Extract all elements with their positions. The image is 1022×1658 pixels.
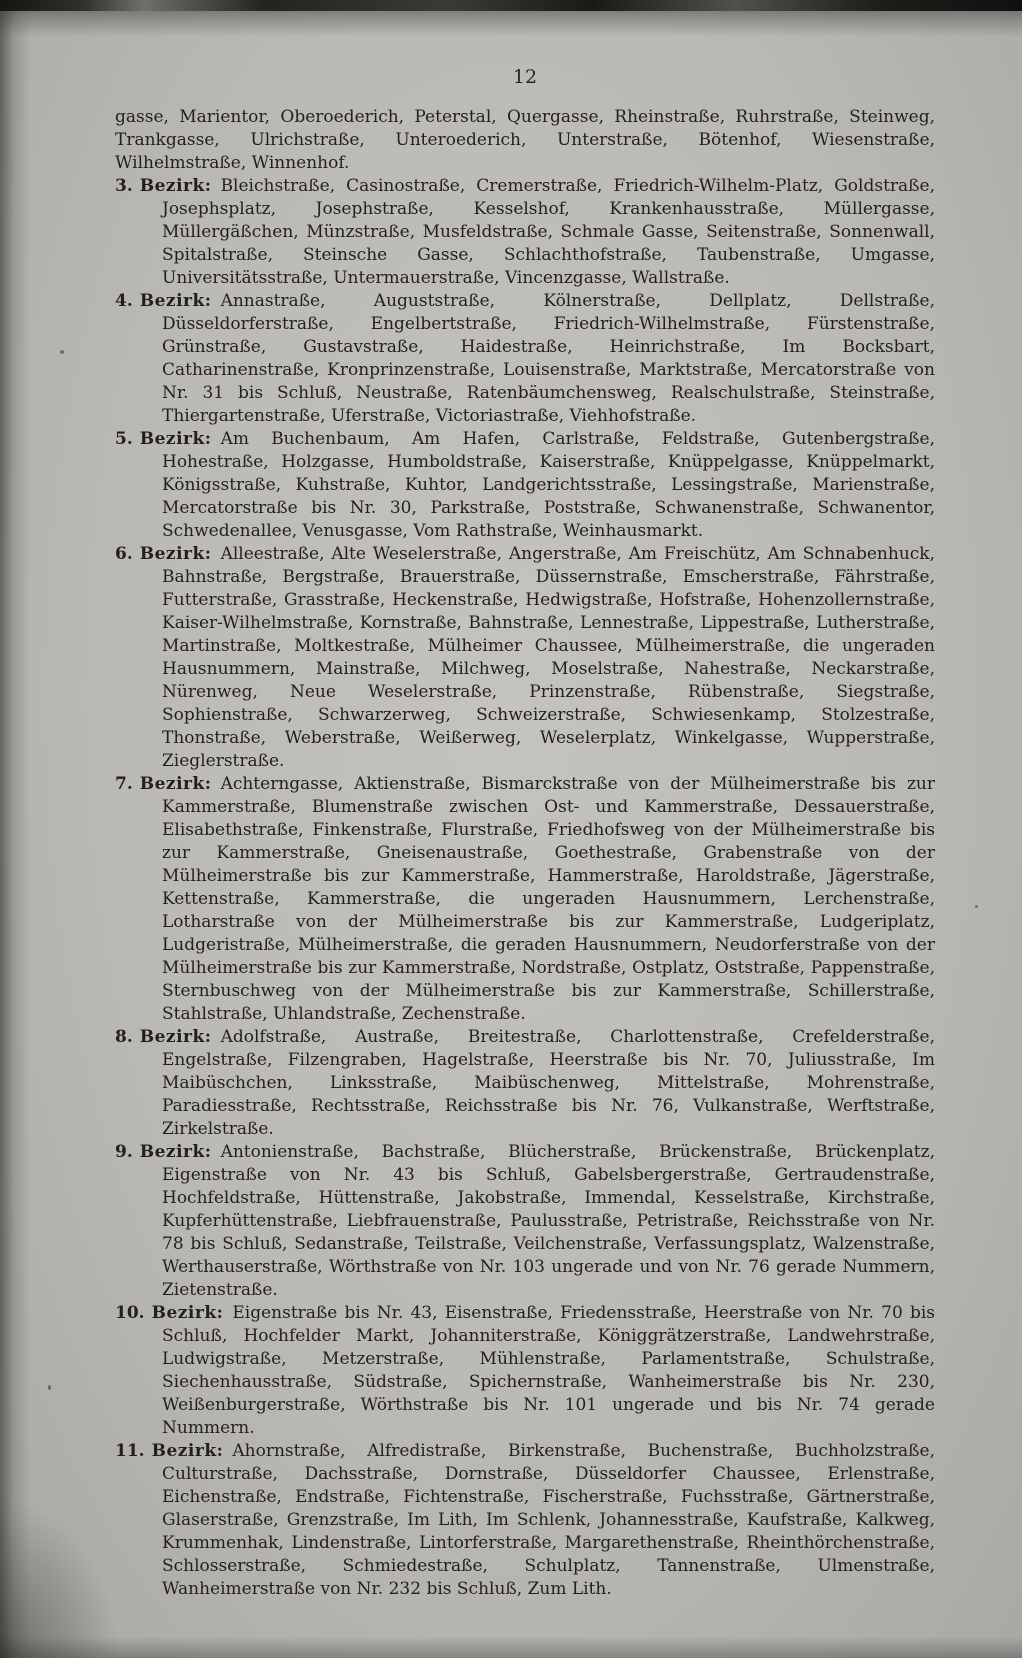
district-entry-6	[115, 543, 935, 773]
page-number: 12	[512, 66, 538, 88]
district-label: Bezirk:	[139, 1142, 212, 1162]
district-entry-9	[115, 1141, 935, 1302]
scan-artifact-corner-shade	[0, 1498, 120, 1658]
district-number: 8.	[115, 1027, 133, 1047]
scan-artifact-top-edge	[0, 0, 1022, 11]
district-streets: Antonienstraße, Bachstraße, Blücherstraße, Brückenstraße, Brückenplatz, Eigenstraße von Nr. 43 bis Schluß, Gabelsbergerstraße, Gertraudenstraße, Hochfeldstraße, Hüttenstraße, Jakobstraße, Immendal, Kesselstraße, Kirchstraße, Kupferhüttenstraße, Liebfrauenstraße, Paulusstraße, Petristraße, Reichsstraße von Nr. 78 bis Schluß, Sedanstraße, Teilstraße, Veilchenstraße, Verfassungsplatz, Walzenstraße, Werthauserstraße, Wörthstraße von Nr. 103 ungerade und von Nr. 76 gerade Nummern, Zietenstraße.	[162, 1142, 935, 1300]
district-streets: Achterngasse, Aktienstraße, Bismarckstraße von der Mülheimerstraße bis zur Kammerstraße, Blumenstraße zwischen Ost- und Kammerstraße, Dessauerstraße, Elisabethstraße, Finkenstraße, Flurstraße, Friedhofsweg von der Mülheimerstraße bis zur Kammerstraße, Gneisenaustraße, Goethestraße, Grabenstraße von der Mülheimerstraße bis zur Kammerstraße, Hammerstraße, Haroldstraße, Jägerstraße, Kettenstraße, Kammerstraße, die ungeraden Hausnummern, Lerchenstraße, Lotharstraße von der Mülheimerstraße bis zur Kammerstraße, Ludgeriplatz, Ludgeristraße, Mülheimerstraße, die geraden Hausnummern, Neudorferstraße von der Mülheimerstraße bis zur Kammerstraße, Nordstraße, Ostplatz, Oststraße, Pappenstraße, Sternbuschweg von der Mülheimerstraße bis zur Kammerstraße, Schillerstraße, Stahlstraße, Uhlandstraße, Zechenstraße.	[162, 774, 935, 1024]
district-entry-5	[115, 428, 935, 543]
scan-speck	[60, 350, 64, 354]
district-label: Bezirk:	[151, 1441, 224, 1461]
district-streets: Alleestraße, Alte Weselerstraße, Angerstraße, Am Freischütz, Am Schnabenhuck, Bahnstraße, Bergstraße, Brauerstraße, Düssernstraße, Emscherstraße, Fährstraße, Futterstraße, Grasstraße, Heckenstraße, Hedwigstraße, Hofstraße, Hohenzollernstraße, Kaiser-Wilhelmstraße, Kornstraße, Bahnstraße, Lennestraße, Lippestraße, Lutherstraße, Martinstraße, Moltkestraße, Mülheimer Chaussee, Mülheimerstraße, die ungeraden Hausnummern, Mainstraße, Milchweg, Moselstraße, Nahestraße, Neckarstraße, Nürenweg, Neue Weselerstraße, Prinzenstraße, Rübenstraße, Siegstraße, Sophienstraße, Schwarzerweg, Schweizerstraße, Schwiesenkamp, Stolzestraße, Thonstraße, Weberstraße, Weißerweg, Weselerplatz, Winkelgasse, Wupperstraße, Zieglerstraße.	[162, 544, 935, 771]
scan-artifact-bottom-edge	[0, 1636, 1022, 1658]
district-streets: Ahornstraße, Alfredistraße, Birkenstraße, Buchenstraße, Buchholzstraße, Culturstraße, Dachsstraße, Dornstraße, Düsseldorfer Chaussee, Erlenstraße, Eichenstraße, Endstraße, Fichtenstraße, Fischerstraße, Fuchsstraße, Gärtnerstraße, Glaserstraße, Grenzstraße, Im Lith, Im Schlenk, Johannesstraße, Kaufstraße, Kalkweg, Krummenhak, Lindenstraße, Lintorferstraße, Margarethenstraße, Rheinthörchenstraße, Schlosserstraße, Schmiedestraße, Schulplatz, Tannenstraße, Ulmenstraße, Wanheimerstraße von Nr. 232 bis Schluß, Zum Lith.	[162, 1441, 935, 1599]
district-entry-7	[115, 773, 935, 1026]
district-number: 3.	[115, 176, 133, 196]
scan-artifact-top-shadow	[0, 11, 1022, 37]
district-number: 5.	[115, 429, 133, 449]
district-entry-3	[115, 175, 935, 290]
district-label: Bezirk:	[139, 1027, 212, 1047]
scan-speck	[48, 1385, 51, 1390]
district-label: Bezirk:	[151, 1303, 224, 1323]
district-entry-4	[115, 290, 935, 428]
district-number: 6.	[115, 544, 133, 564]
district-label: Bezirk:	[139, 429, 212, 449]
district-label: Bezirk:	[139, 774, 212, 794]
district-label: Bezirk:	[139, 291, 212, 311]
district-number: 10.	[115, 1303, 145, 1323]
text-block	[115, 106, 935, 1601]
district-number: 4.	[115, 291, 133, 311]
district-streets: Eigenstraße bis Nr. 43, Eisenstraße, Friedensstraße, Heerstraße von Nr. 70 bis Schluß, Hochfelder Markt, Johanniterstraße, Königgrätzerstraße, Landwehrstraße, Ludwigstraße, Metzerstraße, Mühlenstraße, Parlamentstraße, Schulstraße, Siechenhausstraße, Südstraße, Spichernstraße, Wanheimerstraße bis Nr. 230, Weißenburgerstraße, Wörthstraße bis Nr. 101 ungerade und bis Nr. 74 gerade Nummern.	[162, 1303, 935, 1438]
district-streets: Bleichstraße, Casinostraße, Cremerstraße, Friedrich-Wilhelm-Platz, Goldstraße, Josephsplatz, Josephstraße, Kesselshof, Krankenhausstraße, Müllergasse, Müllergäßchen, Münzstraße, Musfeldstraße, Schmale Gasse, Seitenstraße, Sonnenwall, Spitalstraße, Steinsche Gasse, Schlachthofstraße, Taubenstraße, Umgasse, Universitätsstraße, Untermauerstraße, Vincenzgasse, Wallstraße.	[162, 176, 935, 288]
district-number: 9.	[115, 1142, 133, 1162]
district-streets: Adolfstraße, Austraße, Breitestraße, Charlottenstraße, Crefelderstraße, Engelstraße, Filzengraben, Hagelstraße, Heerstraße bis Nr. 70, Juliusstraße, Im Maibüschchen, Linksstraße, Maibüschenweg, Mittelstraße, Mohrenstraße, Paradiesstraße, Rechtsstraße, Reichsstraße bis Nr. 76, Vulkanstraße, Werftstraße, Zirkelstraße.	[162, 1027, 935, 1139]
district-entry-10	[115, 1302, 935, 1440]
scan-speck	[975, 905, 978, 908]
district-streets: Annastraße, Auguststraße, Kölnerstraße, Dellplatz, Dellstraße, Düsseldorferstraße, Engelbertstraße, Friedrich-Wilhelmstraße, Fürstenstraße, Grünstraße, Gustavstraße, Haidestraße, Heinrichstraße, Im Bocksbart, Catharinenstraße, Kronprinzenstraße, Louisenstraße, Marktstraße, Mercatorstraße von Nr. 31 bis Schluß, Neustraße, Ratenbäumchensweg, Realschulstraße, Steinstraße, Thiergartenstraße, Uferstraße, Victoriastraße, Viehhofstraße.	[162, 291, 935, 426]
district-entry-11	[115, 1440, 935, 1601]
district-number: 11.	[115, 1441, 145, 1461]
district-entry-8	[115, 1026, 935, 1141]
district-label: Bezirk:	[139, 544, 212, 564]
district-label: Bezirk:	[139, 176, 212, 196]
district-streets: Am Buchenbaum, Am Hafen, Carlstraße, Feldstraße, Gutenbergstraße, Hohestraße, Holzgasse, Humboldstraße, Kaiserstraße, Knüppelgasse, Knüppelmarkt, Königsstraße, Kuhstraße, Kuhtor, Landgerichtsstraße, Lessingstraße, Marienstraße, Mercatorstraße bis Nr. 30, Parkstraße, Poststraße, Schwanenstraße, Schwanentor, Schwedenallee, Venusgasse, Vom Rathstraße, Weinhausmarkt.	[162, 429, 935, 541]
district-number: 7.	[115, 774, 133, 794]
scan-artifact-left-edge	[0, 0, 30, 1658]
continuation-paragraph: gasse, Marientor, Oberoederich, Peterstal, Quergasse, Rheinstraße, Ruhrstraße, Steinweg, Trankgasse, Ulrichstraße, Unteroederich, Unterstraße, Bötenhof, Wiesenstraße, Wilhelmstraße, Winnenhof.	[115, 107, 935, 173]
